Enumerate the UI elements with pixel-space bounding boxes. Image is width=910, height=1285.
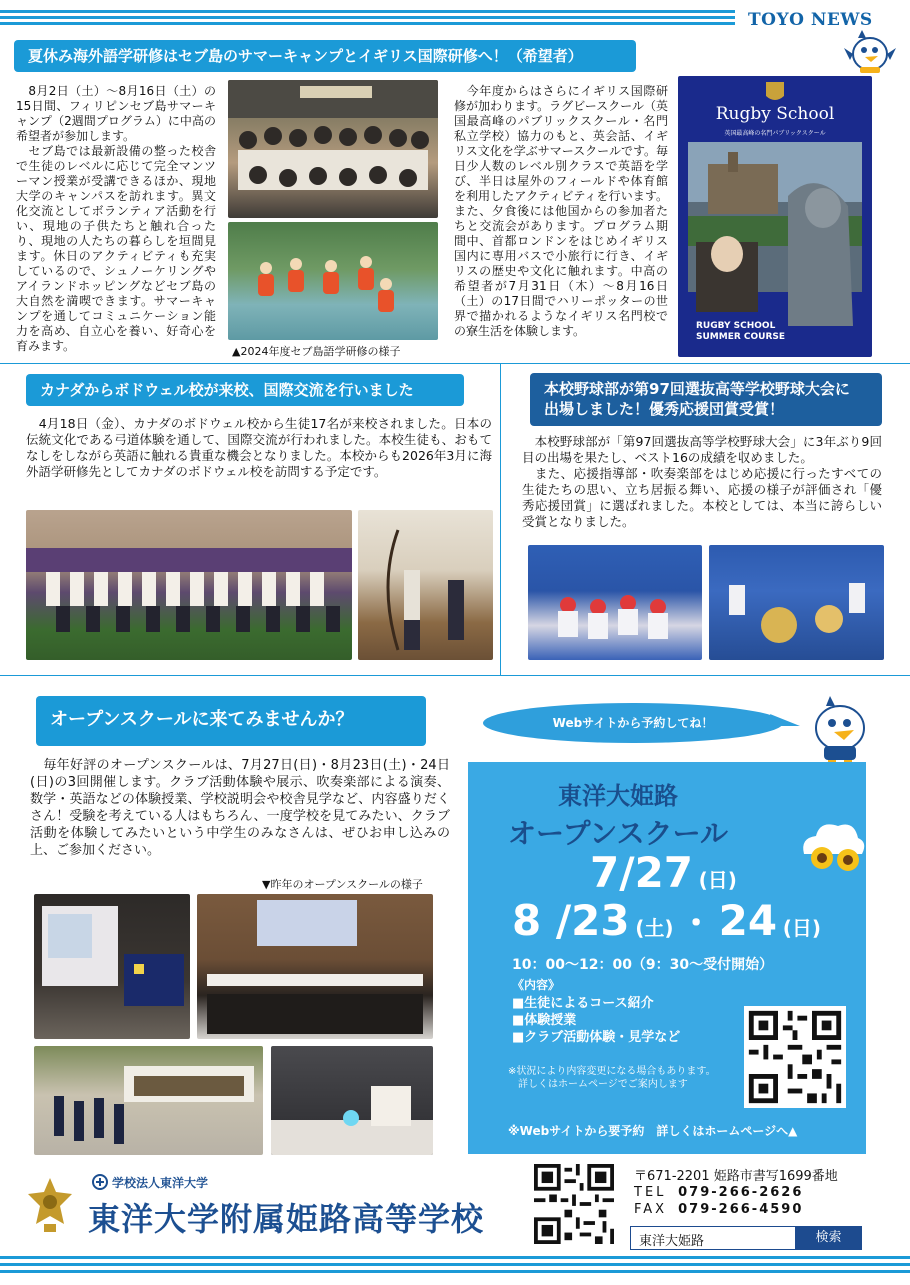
search-button[interactable]: 検索 [795,1227,862,1249]
header-stripe [0,16,735,19]
panel-date-2-day: (土) [635,916,674,940]
header-stripe [0,10,735,13]
panel-note-line2: 詳しくはホームページでご案内します [508,1079,688,1090]
panel-note-line1: ※状況により内容変更になる場合もあります。 [508,1066,716,1077]
bubble-tail-icon [770,712,800,732]
open-school-hall-photo [197,894,433,1039]
panel-date-3-main: 24 [718,896,778,945]
footer-stripe [0,1256,910,1259]
corporation-mark-icon [92,1174,108,1190]
open-school-campus-photo [34,1046,263,1155]
tel-number: 079-266-2626 [678,1185,804,1200]
fax-number: 079-266-4590 [678,1202,804,1217]
cebu-group-photo [228,80,438,218]
reservation-qr-code-icon[interactable] [744,1006,846,1108]
search-input[interactable]: 東洋大姫路 [639,1234,705,1249]
article1-col2-text: 今年度からはさらにイギリス国際研修が加わります。ラグビースクール（英国最高峰のパブリックスクール・名門私立学校）協力のもと、英会話、イギリス文化を学ぶサマースクールです。毎日少人数のレベル別クラスで英語を学び、半日は屋外のフィールドや体育館を利用したアクティビティを行います。また、夕食後には他国からの参加者たちと交流会があります。プログラム期間中、首都ロンドンをはじめイギリス国内に専用バスで小旅行に行き、イギリスの歴史や文化に触れます。中高の希望者が7月31日（木）～8月16日（土）の17日間でハリーポッターの世界で描かれるようなイギリス名門校での寮生活を体験します。 [454,84,668,338]
header-stripe [0,22,735,25]
panel-title-line1: 東洋大姫路 [558,782,678,810]
school-crest-icon [24,1176,76,1234]
footer-stripe [0,1263,910,1266]
article2-body-text: 4月18日（金）、カナダのボドウェル校から生徒17名が来校されました。日本の伝統文化である弓道体験を通して、国際交流が行われました。本校生徒も、おもてなしをしながら英語に触れる貴重な機会となりました。本校からも2026年3月に海外語学研修先としてカナダのボドウェル校を訪問する予定です。 [26,416,492,479]
article2-headline: カナダからボドウェル校が来校、国際交流を行いました [26,374,464,406]
school-tel [634,1185,803,1200]
tel-label: TEL [634,1185,667,1200]
panel-time: 10：00～12：00（9：30～受付開始） [512,957,774,973]
section-divider [0,363,910,364]
article4-headline: オープンスクールに来てみませんか？ [36,696,426,746]
open-school-lab-photo [271,1046,433,1155]
brochure-title: Rugby School [715,104,835,124]
school-website-qr-code-icon[interactable] [534,1164,614,1244]
cebu-river-photo [228,222,438,340]
fax-label: FAX [634,1202,668,1217]
article1-photo-caption: ▲2024年度セブ島語学研修の様子 [232,345,401,358]
open-school-info-panel [468,762,866,1154]
panel-title-line2: オープンスクール [507,817,729,850]
panel-item: ■クラブ活動体験・見学など [512,1030,681,1045]
school-fax [634,1202,803,1217]
panel-date-2 [512,896,821,945]
footer-stripe [0,1270,910,1273]
panel-item: ■体験授業 [512,1013,577,1028]
sunflower-cloud-icon [796,814,868,874]
mascot-bird-icon [840,26,898,76]
panel-contents-label: 《内容》 [512,978,561,992]
kyudo-photo [358,510,493,660]
newsletter-brand: TOYO NEWS [748,10,873,30]
section-divider [0,675,910,676]
baseball-cheering-photo [528,545,702,660]
article3-headline-line2: 出場しました！優秀応援団賞受賞！ [544,400,785,419]
brochure-subtitle: 英国最高峰の名門パブリックスクール [724,130,826,137]
panel-footer-text[interactable]: ※Webサイトから要予約 詳しくはホームページへ▲ [508,1124,798,1138]
canada-group-photo [26,510,352,660]
panel-date-1-day: (日) [698,868,737,892]
panel-date-3-day: (日) [782,916,821,940]
panel-item: ■生徒によるコース紹介 [512,996,654,1011]
article3-headline-line1: 本校野球部が第97回選抜高等学校野球大会に [544,380,850,398]
corporation-name: 学校法人東洋大学 [112,1176,209,1190]
school-name: 東洋大学附属姫路高等学校 [88,1200,485,1238]
article1-headline: 夏休み海外語学研修はセブ島のサマーキャンプとイギリス国際研修へ！（希望者） [14,40,636,72]
column-divider [500,363,501,675]
rugby-school-brochure [678,76,872,357]
article3-body-text: 本校野球部が「第97回選抜高等学校野球大会」に3年ぶり9回目の出場を果たし、ベスト16の成績を収めました。 また、応援指導部・吹奏楽部をはじめ応援に行ったすべての生徒たちの思い、立ち居振る舞い、応援の様子が評価され「優秀応援団賞」に選ばれました。本校としては、本当に誇らしい受賞となりました。 [522,434,882,529]
panel-date-2-main: 8 /23 [512,896,630,945]
brochure-footer-line2: SUMMER COURSE [696,332,786,342]
article4-photo-caption: ▼昨年のオープンスクールの様子 [262,878,423,891]
brochure-footer-line1: RUGBY SCHOOL [696,321,776,331]
panel-date-1-main: 7/27 [590,848,694,897]
article4-body-text: 毎年好評のオープンスクールは、7月27日(日)・8月23日(土)・24日(日)の3回開催します。クラブ活動体験や展示、吹奏楽部による演奏、数学・英語などの体験授業、学校説明会や校舎見学など、内容盛りだくさん！受験を考えている人はもちろん、一度学校を見てみたい、クラブ活動を体験してみたいという中学生のみなさんは、ぜひお申し込みの上、ご参加ください。 [30,758,450,858]
article3-headline [530,373,882,426]
school-search-box[interactable] [630,1226,862,1250]
panel-date-1 [590,848,737,897]
panel-date-separator: ・ [679,904,714,944]
reservation-speech-bubble: Webサイトから予約してね！ [483,703,783,743]
open-school-presentation-photo [34,894,190,1039]
mascot-bird-icon [800,690,880,770]
article1-col1-text: 8月2日（土）～8月16日（土）の15日間、フィリピンセブ島サマーキャンプ（2週間プログラム）に中高の希望者が参加します。 セブ島では最新設備の整った校舎で生徒のレベルに応じて完全マンツーマン授業が受講できるほか、現地大学のキャンパスを訪れます。異文化交流としてボランティア活動を行い、現地の子供たちと触れ合ったり、現地の人たちの暮らしを垣間見ます。休日のアクティビティも充実しているので、シュノーケリングやアイランドホッピングなどセブ島の大自然を満喫できます。サマーキャンプを通してコミュニケーション能力を高め、自立心を養い、好奇心を育みます。 [16,84,216,353]
school-address: 〒671-2201 姫路市書写1699番地 [634,1169,838,1184]
brass-band-photo [709,545,884,660]
